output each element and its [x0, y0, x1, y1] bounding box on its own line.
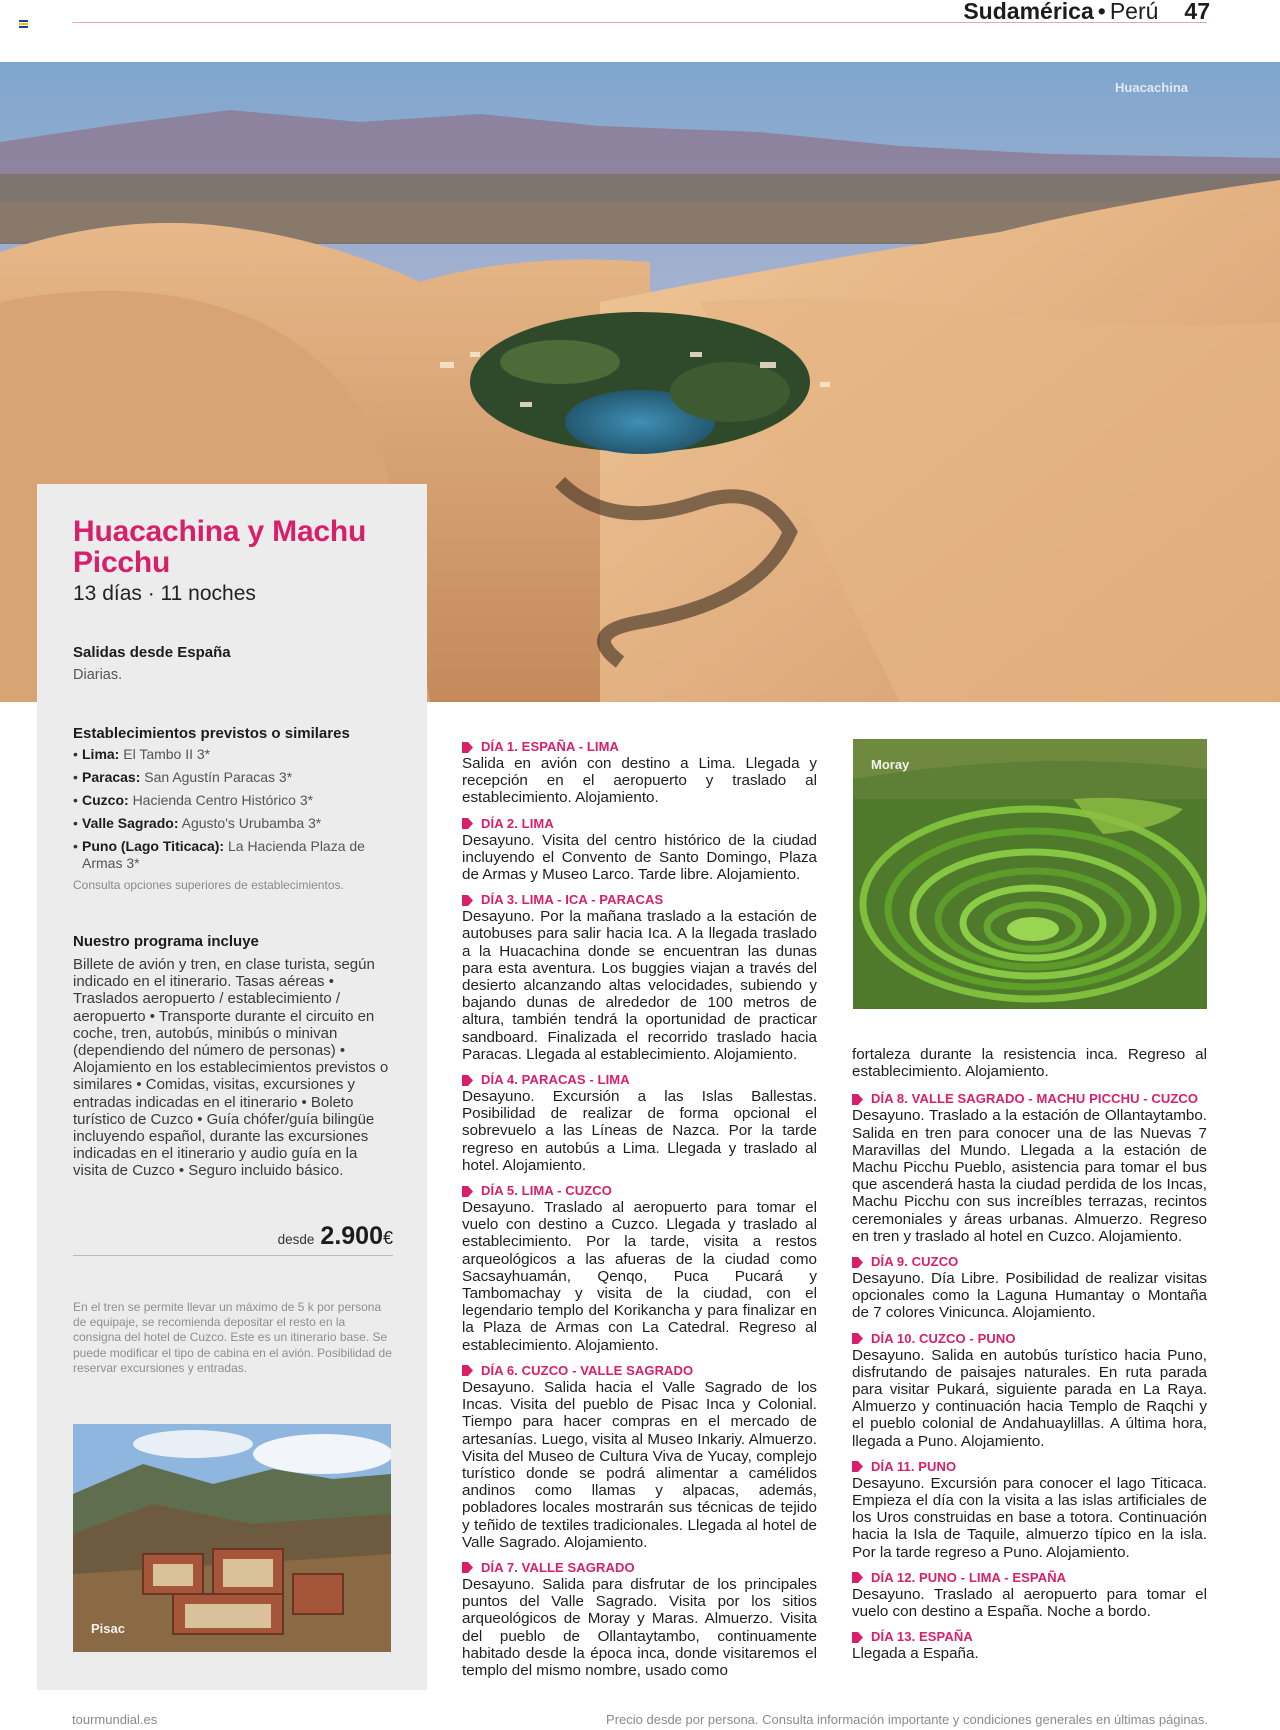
day-marker-icon: [852, 1094, 863, 1105]
hotel-city: Cuzco:: [82, 792, 129, 808]
page-number: 47: [1184, 0, 1210, 24]
itinerary-day: [462, 1183, 817, 1354]
country-flag-icon: [19, 20, 28, 28]
itinerary-column-1: [462, 739, 817, 1688]
itinerary-day: [462, 1072, 817, 1174]
day-marker-icon: [462, 818, 473, 829]
day-text: Llegada a España.: [852, 1645, 979, 1663]
hero-caption: Huacachina: [1115, 80, 1188, 95]
day-text: fortaleza durante la resistencia inca. Regreso al establecimiento. Alojamiento.: [852, 1046, 1207, 1081]
price-currency: €: [382, 1228, 393, 1248]
itinerary-day: [852, 1091, 1207, 1245]
itinerary-day: [462, 816, 817, 884]
hotel-name: San Agustín Paracas 3*: [144, 769, 293, 785]
list-item: [73, 746, 393, 763]
trip-info-panel: [37, 484, 427, 1690]
itinerary-day: [852, 1459, 1207, 1561]
includes-title: Nuestro programa incluye: [73, 933, 259, 950]
day-title: DÍA 3. LIMA - ICA - PARACAS: [481, 892, 664, 908]
trip-title: Huacachina y Machu Picchu: [73, 515, 367, 579]
itinerary-day: [852, 1629, 1207, 1662]
pisac-photo: [73, 1424, 391, 1652]
day-marker-icon: [852, 1257, 863, 1268]
price-from-label: desde: [277, 1232, 315, 1247]
hotel-name: Hacienda Centro Histórico 3*: [132, 792, 314, 808]
itinerary-day: [462, 1560, 817, 1679]
itinerary-day: [852, 1331, 1207, 1450]
hotel-city: Valle Sagrado:: [82, 815, 179, 831]
price-row: [73, 1222, 393, 1256]
day-text: Desayuno. Salida para disfrutar de los principales puntos del Valle Sagrado. Visita por los sitios arqueológicos de Moray y Maras. Almuerzo. Visita del pueblo de Ollantaytambo, continuamente habitado desde la época inca, donde visitaremos el templo del mismo nombre, usado como: [462, 1575, 817, 1679]
hotel-city: Paracas:: [82, 769, 141, 785]
hotel-city: Lima:: [82, 746, 120, 762]
itinerary-day-continued: [852, 1046, 1207, 1080]
day-text: Desayuno. Por la mañana traslado a la estación de autobuses para salir hacia Ica. A la llegada traslado a la Huacachina donde se encuentran las dunas para esta aventura. Los buggies viajan a través del desierto alcanzando altas velocidades, subiendo y bajando dunas de alrededor de 100 metros de altura, también tendrá la oportunidad de practicar sandboard. Finalizada el recorrido traslado hacia Paracas. Llegada al establecimiento. Alojamiento.: [462, 908, 817, 1063]
day-marker-icon: [462, 895, 473, 906]
itinerary-day: [852, 1570, 1207, 1620]
day-marker-icon: [852, 1461, 863, 1472]
itinerary-day: [852, 1254, 1207, 1322]
trip-duration: 13 días · 11 noches: [73, 582, 256, 605]
page-header: [963, 0, 1210, 25]
itinerary-day: [462, 1363, 817, 1551]
day-marker-icon: [462, 742, 473, 753]
day-title: DÍA 2. LIMA: [481, 815, 554, 831]
country-label: Perú: [1109, 0, 1159, 24]
hotel-name: El Tambo II 3*: [123, 746, 211, 762]
hotel-name: Agusto's Urubamba 3*: [181, 815, 322, 831]
day-text: Salida en avión con destino a Lima. Llegada y recepción en el aeropuerto y traslado al establecimiento. Alojamiento.: [462, 755, 817, 807]
day-title: DÍA 7. VALLE SAGRADO: [481, 1559, 635, 1575]
list-item: [73, 792, 393, 809]
moray-photo: [853, 739, 1207, 1009]
day-text: Desayuno. Día Libre. Posibilidad de realizar visitas opcionales como la Laguna Humantay o Montaña de 7 colores Vinicunca. Alojamiento.: [852, 1270, 1207, 1322]
price-amount: 2.900: [320, 1222, 383, 1250]
day-title: DÍA 5. LIMA - CUZCO: [481, 1183, 612, 1199]
includes-text: Billete de avión y tren, en clase turista, según indicado en el itinerario. Tasas aéreas • Traslados aeropuerto / establecimiento / aeropuerto • Transporte durante el circuito en coche, tren, autobús, minibús o minivan (dependiendo del número de personas) • Alojamiento en los establecimientos previstos o similares • Comidas, visitas, excursiones y entradas indicadas en el itinerario • Boleto turístico de Cuzco • Guía chófer/guía bilingüe incluyendo español, durante las excursiones indicadas en el itinerario y audio guía en la visita de Cuzco • Seguro incluido básico.: [73, 956, 389, 1180]
itinerary-day: [462, 892, 817, 1063]
region-label: Sudamérica: [963, 0, 1094, 24]
day-title: DÍA 6. CUZCO - VALLE SAGRADO: [481, 1362, 694, 1378]
list-item: [73, 838, 393, 872]
day-text: Desayuno. Visita del centro histórico de la ciudad incluyendo el Convento de Santo Domingo, Plaza de Armas y Museo Larco. Tarde libre. Alojamiento.: [462, 831, 817, 884]
day-title: DÍA 9. CUZCO: [871, 1254, 959, 1270]
day-marker-icon: [462, 1186, 473, 1197]
hotel-city: Puno (Lago Titicaca):: [82, 838, 225, 854]
day-title: DÍA 8. VALLE SAGRADO - MACHU PICCHU - CUZCO: [871, 1091, 1199, 1107]
day-title: DÍA 11. PUNO: [871, 1458, 957, 1474]
footer-website[interactable]: tourmundial.es: [72, 1712, 158, 1727]
hotel-list: [73, 746, 393, 872]
list-item: [73, 815, 393, 832]
hotels-note: Consulta opciones superiores de establecimientos.: [73, 878, 344, 892]
day-title: DÍA 13. ESPAÑA: [871, 1629, 973, 1645]
moray-caption: Moray: [871, 757, 910, 772]
hotel-name: La Hacienda Plaza de Armas 3*: [82, 838, 365, 871]
day-title: DÍA 12. PUNO - LIMA - ESPAÑA: [871, 1569, 1067, 1585]
luggage-note: En el tren se permite llevar un máximo de 5 k por persona de equipaje, se recomienda depositar el resto en la consigna del hotel de Cuzco. Este es un itinerario base. Se puede modificar el tipo de cabina en el avión. Posibilidad de reservar excursiones y entradas.: [73, 1300, 392, 1375]
day-title: DÍA 10. CUZCO - PUNO: [871, 1330, 1016, 1346]
departures-title: Salidas desde España: [73, 644, 231, 661]
day-text: Desayuno. Salida hacia el Valle Sagrado de los Incas. Visita del pueblo de Pisac Inca y Colonial. Tiempo para hacer compras en el mercado de artesanías. Luego, visita al Museo Inkariy. Almuerzo. Visita del Museo de Cultura Viva de Yucay, complejo turístico donde se podrá alimentar a camélidos andinos como llamas y alpacas, además, pobladores locales mostrarán sus técnicas de tejido y teñido de textiles tradicionales. Llegada al hotel de Valle Sagrado. Alojamiento.: [462, 1378, 817, 1551]
day-text: Desayuno. Excursión para conocer el lago Titicaca. Empieza el día con la visita a las islas artificiales de los Uros construidas en base a totora. Continuación hacia la Isla de Taquile, almuerzo típico en la isla. Por la tarde regreso a Puno. Alojamiento.: [852, 1474, 1207, 1561]
pisac-caption: Pisac: [91, 1621, 125, 1636]
day-text: Desayuno. Salida en autobús turístico hacia Puno, disfrutando de paisajes naturales. En ruta parada para visitar Pukará, siguiente parada en La Raya. Almuerzo y continuación hacia Templo de Raqchi y el pueblo colonial de Andahuaylillas. A última hora, llegada a Puno. Alojamiento.: [852, 1346, 1207, 1450]
itinerary-day: [462, 739, 817, 807]
day-title: DÍA 1. ESPAÑA - LIMA: [481, 739, 620, 754]
day-marker-icon: [462, 1075, 473, 1086]
day-marker-icon: [462, 1562, 473, 1573]
day-text: Desayuno. Traslado a la estación de Ollantaytambo. Salida en tren para conocer una de las Nuevas 7 Maravillas del Mundo. Llegada a la estación de Machu Picchu Pueblo, asistencia para tomar el bus que ascenderá hasta la ciudad perdida de los Incas, Machu Picchu con sus increíbles terrazas, recintos ceremoniales y áreas urbanas. Almuerzo. Regreso en tren y traslado al hotel en Cuzco. Alojamiento.: [852, 1107, 1207, 1245]
day-text: Desayuno. Traslado al aeropuerto para tomar el vuelo con destino a España. Noche a bordo.: [852, 1585, 1207, 1621]
day-text: Desayuno. Traslado al aeropuerto para tomar el vuelo con destino a Cuzco. Llegada y traslado al establecimiento. Por la tarde, visita a restos arqueológicos a las afueras de la ciudad como Sacsayhuamán, Qenqo, Puca Pucará y Tambomachay y visita de la ciudad, con el legendario templo del Korikancha y para finalizar en la Plaza de Armas con La Catedral. Regreso al establecimiento. Alojamiento.: [462, 1199, 817, 1354]
departures-text: Diarias.: [73, 667, 123, 683]
day-title: DÍA 4. PARACAS - LIMA: [481, 1072, 630, 1088]
day-marker-icon: [462, 1365, 473, 1376]
list-item: [73, 769, 393, 786]
itinerary-column-2: [852, 1046, 1207, 1671]
header-separator: •: [1097, 0, 1106, 24]
day-text: Desayuno. Excursión a las Islas Ballestas. Posibilidad de realizar de forma opcional el sobrevuelo a las Líneas de Nazca. Por la tarde regreso en autobús a Lima. Llegada y traslado al hotel. Alojamiento.: [462, 1088, 817, 1174]
day-marker-icon: [852, 1333, 863, 1344]
day-marker-icon: [852, 1572, 863, 1583]
day-marker-icon: [852, 1632, 863, 1643]
footer-disclaimer: Precio desde por persona. Consulta información importante y condiciones generales en últimas páginas.: [606, 1712, 1208, 1727]
hotels-title: Establecimientos previstos o similares: [73, 725, 350, 742]
